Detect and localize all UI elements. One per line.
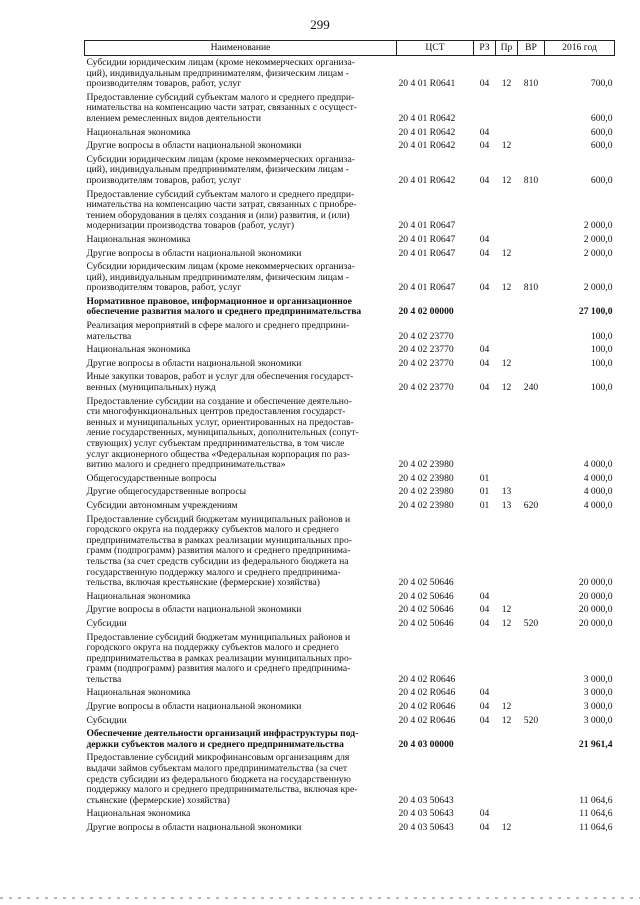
cell-amount: 600,0 [590, 174, 613, 186]
cell-rz: 01 [479, 472, 490, 484]
table-row [85, 617, 615, 631]
cell-name [85, 714, 397, 728]
cell-rz [474, 188, 496, 233]
column-header-code: ЦСТ [397, 41, 474, 56]
table-row [85, 126, 615, 140]
cell-name-line: Другие общегосударственные вопросы [86, 486, 247, 498]
cell-code: 20 4 02 23980 [398, 486, 454, 498]
cell-name-line: Национальная экономика [86, 344, 191, 356]
cell-rz: 04 [479, 382, 490, 394]
cell-rz: 04 [479, 714, 490, 726]
cell-code: 20 4 01 R0642 [398, 126, 456, 138]
table-row [85, 188, 615, 233]
cell-code: 20 4 02 R0646 [398, 701, 456, 713]
table-row [85, 821, 615, 835]
cell-vr [518, 233, 545, 247]
cell-vr [518, 686, 545, 700]
cell-rz: 04 [479, 233, 490, 245]
cell-name-line: стьянские (фермерские) хозяйства) [86, 794, 230, 806]
cell-rz [474, 319, 496, 343]
cell-code: 20 4 01 R0647 [398, 282, 456, 294]
cell-code: 20 4 02 23980 [398, 472, 454, 484]
cell-code: 20 4 03 50643 [398, 822, 454, 833]
cell-vr [518, 821, 545, 835]
cell-pr [496, 395, 518, 472]
cell-name-line: Другие вопросы в области национальной экономики [86, 604, 302, 616]
cell-name [85, 499, 397, 513]
table-row [85, 233, 615, 247]
cell-name-line: Другие вопросы в области национальной экономики [86, 357, 302, 369]
table-row [85, 139, 615, 153]
cell-name [85, 233, 397, 247]
cell-pr [496, 590, 518, 604]
cell-name [85, 139, 397, 153]
cell-name [85, 188, 397, 233]
cell-vr [518, 631, 545, 687]
cell-amount: 20 000,0 [578, 617, 613, 629]
cell-name-line: витию малого и среднего предпринимательства» [86, 459, 286, 471]
cell-rz: 04 [479, 140, 490, 152]
cell-name-line: государственную поддержку малого и среднего предпринима- [86, 566, 341, 578]
cell-name-line: ций), индивидуальным предпринимателям, физическим лицам - [86, 67, 349, 79]
cell-rz: 04 [479, 604, 490, 616]
cell-name [85, 295, 397, 319]
cell-name-line: производителям товаров, работ, услуг [86, 78, 242, 90]
cell-name-line: производителям товаров, работ, услуг [86, 174, 242, 186]
cell-name-line: Субсидии автономным учреждениям [86, 499, 238, 511]
cell-pr: 12 [501, 714, 512, 726]
cell-name [85, 631, 397, 687]
table-row [85, 714, 615, 728]
cell-vr [518, 472, 545, 486]
cell-name-line: Общегосударственные вопросы [86, 472, 217, 484]
cell-name [85, 700, 397, 714]
budget-table [84, 40, 615, 835]
table-row [85, 56, 615, 91]
cell-amount: 600,0 [590, 140, 613, 152]
cell-name-line: Другие вопросы в области национальной экономики [86, 822, 302, 833]
cell-name-line: Предоставление субсидий субъектам малого и среднего предпри- [86, 91, 355, 103]
cell-vr: 520 [523, 714, 539, 726]
cell-vr [518, 139, 545, 153]
table-row [85, 319, 615, 343]
cell-code: 20 4 02 23770 [398, 382, 454, 394]
cell-name [85, 319, 397, 343]
cell-name-line: тельства [86, 673, 122, 685]
cell-amount: 20 000,0 [578, 604, 613, 616]
cell-name-line: Национальная экономика [86, 590, 191, 602]
cell-pr [496, 295, 518, 319]
cell-name-line: поддержку малого и среднего предпринимательства, включая кре- [86, 784, 358, 796]
cell-name-line: выдачи займов субъектам малого предпринимательства (за счет [86, 763, 348, 775]
cell-pr [496, 513, 518, 590]
cell-pr [496, 807, 518, 821]
cell-code: 20 4 02 R0646 [398, 673, 456, 685]
cell-name [85, 617, 397, 631]
cell-pr: 12 [501, 701, 512, 713]
cell-pr: 12 [501, 604, 512, 616]
cell-code: 20 4 02 50646 [398, 590, 454, 602]
cell-pr [496, 233, 518, 247]
cell-amount: 4 000,0 [583, 499, 613, 511]
cell-name-line: производителям товаров, работ, услуг [86, 282, 242, 294]
cell-amount: 100,0 [590, 357, 613, 369]
cell-name [85, 126, 397, 140]
cell-rz [474, 631, 496, 687]
cell-name-line: предпринимательства в рамках реализации муниципальных про- [86, 534, 352, 546]
cell-pr [496, 631, 518, 687]
cell-pr: 12 [501, 822, 512, 833]
cell-name-line: Субсидии юридическим лицам (кроме некоммерческих организа- [86, 261, 355, 273]
cell-rz: 04 [479, 247, 490, 259]
cell-code: 20 4 02 23770 [398, 330, 454, 342]
cell-amount: 100,0 [590, 382, 613, 394]
cell-rz [474, 91, 496, 126]
cell-rz: 01 [479, 486, 490, 498]
cell-name [85, 821, 397, 835]
cell-code: 20 4 03 50643 [398, 794, 454, 806]
cell-name-line: венных (муниципальных) нужд [86, 382, 216, 394]
cell-vr [518, 727, 545, 751]
cell-vr: 810 [523, 282, 539, 294]
cell-name [85, 56, 397, 91]
cell-name [85, 260, 397, 295]
cell-rz: 04 [479, 344, 490, 356]
cell-name-line: городского округа на поддержку субъектов малого и среднего [86, 642, 339, 654]
table-row [85, 485, 615, 499]
cell-code: 20 4 03 50643 [398, 808, 454, 820]
cell-name [85, 727, 397, 751]
cell-amount: 27 100,0 [578, 306, 613, 318]
cell-name-line: Нормативное правовое, информационное и организационное [86, 295, 352, 307]
cell-name-line: нимательства на компенсацию части затрат, связанных с приобре- [86, 199, 357, 211]
cell-pr [496, 727, 518, 751]
cell-name-line: сти многофункциональных центров предоставления государст- [86, 406, 346, 418]
cell-amount: 600,0 [590, 126, 613, 138]
cell-amount: 600,0 [590, 112, 613, 124]
cell-amount: 4 000,0 [583, 459, 613, 471]
cell-rz: 04 [479, 808, 490, 820]
cell-name-line: Субсидии [86, 714, 127, 726]
cell-name-line: ление государственных, муниципальных, дополнительных (сопут- [86, 427, 359, 439]
cell-amount: 3 000,0 [583, 687, 613, 699]
cell-vr [518, 343, 545, 357]
cell-name-line: Субсидии юридическим лицам (кроме некоммерческих организа- [86, 57, 355, 68]
cell-name-line: услуг акционерного общества «Федеральная корпорация по раз- [86, 448, 350, 460]
cell-name-line: Национальная экономика [86, 808, 191, 820]
cell-vr [518, 357, 545, 371]
cell-vr [518, 395, 545, 472]
cell-name [85, 590, 397, 604]
cell-rz: 04 [479, 174, 490, 186]
cell-code: 20 4 01 R0642 [398, 140, 456, 152]
cell-name-line: Национальная экономика [86, 126, 191, 138]
cell-rz: 04 [479, 78, 490, 90]
cell-vr [518, 603, 545, 617]
cell-vr [518, 807, 545, 821]
cell-name-line: грамм (подпрограмм) развития малого и среднего предпринима- [86, 663, 351, 675]
cell-name [85, 603, 397, 617]
cell-pr: 12 [501, 140, 512, 152]
cell-name-line: обеспечение развития малого и среднего предпринимательства [86, 306, 362, 318]
cell-name [85, 91, 397, 126]
cell-name-line: тельства (за счет средств субсидии из федерального бюджета на [86, 555, 349, 567]
cell-code: 20 4 01 R0647 [398, 220, 456, 232]
cell-name [85, 472, 397, 486]
cell-name [85, 343, 397, 357]
table-row [85, 686, 615, 700]
table-row [85, 727, 615, 751]
table-row [85, 260, 615, 295]
cell-rz: 04 [479, 701, 490, 713]
cell-name-line: городского округа на поддержку субъектов малого и среднего [86, 524, 339, 536]
cell-pr [496, 472, 518, 486]
cell-amount: 3 000,0 [583, 673, 613, 685]
cell-code: 20 4 02 23980 [398, 459, 454, 471]
cell-amount: 3 000,0 [583, 701, 613, 713]
cell-rz: 01 [479, 499, 490, 511]
cell-rz [474, 727, 496, 751]
cell-amount: 3 000,0 [583, 714, 613, 726]
cell-pr [496, 319, 518, 343]
cell-pr: 12 [501, 174, 512, 186]
cell-pr: 13 [501, 499, 512, 511]
cell-name-line: Предоставление субсидии на создание и обеспечение деятельно- [86, 395, 352, 407]
cell-name-line: Национальная экономика [86, 687, 191, 699]
page-number: 299 [310, 17, 330, 32]
cell-name-line: Другие вопросы в области национальной экономики [86, 701, 302, 713]
cell-name [85, 807, 397, 821]
cell-name-line: Предоставление субсидий микрофинансовым организациям для [86, 752, 350, 764]
cell-name-line: тельства, включая крестьянские (фермерские) хозяйства) [86, 577, 320, 589]
cell-vr: 810 [523, 174, 539, 186]
column-header-pr: Пр [496, 41, 518, 56]
cell-name [85, 370, 397, 394]
cell-name-line: средств субсидии из федерального бюджета на государственную [86, 773, 351, 785]
cell-vr [518, 295, 545, 319]
cell-vr [518, 319, 545, 343]
table-row [85, 751, 615, 807]
table-row [85, 631, 615, 687]
cell-pr [496, 751, 518, 807]
cell-code: 20 4 02 23980 [398, 499, 454, 511]
table-row [85, 590, 615, 604]
table-row [85, 513, 615, 590]
cell-amount: 21 961,4 [578, 738, 613, 750]
cell-amount: 11 064,6 [579, 808, 613, 820]
cell-amount: 700,0 [590, 78, 613, 90]
cell-amount: 2 000,0 [583, 282, 613, 294]
cell-rz: 04 [479, 687, 490, 699]
cell-pr: 12 [501, 617, 512, 629]
cell-name [85, 686, 397, 700]
cell-vr: 240 [523, 382, 539, 394]
table-row [85, 91, 615, 126]
cell-rz [474, 751, 496, 807]
cell-vr [518, 751, 545, 807]
cell-name-line: Обеспечение деятельности организаций инфраструктуры под- [86, 728, 359, 740]
cell-rz: 04 [479, 822, 490, 833]
table-row [85, 153, 615, 188]
table-header-row [85, 41, 615, 56]
table-row [85, 499, 615, 513]
cell-amount: 2 000,0 [583, 220, 613, 232]
table-row [85, 295, 615, 319]
table-row [85, 343, 615, 357]
cell-code: 20 4 02 50646 [398, 604, 454, 616]
cell-name-line: ций), индивидуальным предпринимателям, физическим лицам - [86, 164, 349, 176]
cell-vr [518, 188, 545, 233]
cell-name-line: модернизации производства товаров (работ, услуг) [86, 220, 295, 232]
cell-rz: 04 [479, 357, 490, 369]
cell-vr [518, 485, 545, 499]
cell-pr: 13 [501, 486, 512, 498]
cell-code: 20 4 02 R0646 [398, 714, 456, 726]
cell-pr: 12 [501, 78, 512, 90]
cell-name-line: венных и муниципальных услуг, ориентированных на предостав- [86, 416, 354, 428]
cell-vr: 520 [523, 617, 539, 629]
cell-code: 20 4 01 R0642 [398, 112, 456, 124]
cell-pr: 12 [501, 382, 512, 394]
cell-amount: 20 000,0 [578, 590, 613, 602]
table-row [85, 807, 615, 821]
cell-name-line: Другие вопросы в области национальной экономики [86, 140, 302, 152]
cell-name-line: Предоставление субсидий бюджетам муниципальных районов и [86, 513, 351, 525]
cell-name-line: влением ремесленных видов деятельности [86, 112, 261, 124]
cell-rz [474, 513, 496, 590]
cell-code: 20 4 03 00000 [398, 738, 454, 750]
cell-vr [518, 590, 545, 604]
cell-code: 20 4 02 50646 [398, 617, 454, 629]
cell-code: 20 4 02 00000 [398, 306, 454, 318]
scan-artifact-line [0, 897, 640, 899]
cell-pr [496, 686, 518, 700]
cell-code: 20 4 02 50646 [398, 577, 454, 589]
cell-amount: 11 064,6 [579, 822, 613, 833]
cell-vr: 620 [523, 499, 539, 511]
cell-name-line: Иные закупки товаров, работ и услуг для обеспечения государст- [86, 371, 354, 383]
cell-name-line: Предоставление субсидий бюджетам муниципальных районов и [86, 631, 351, 643]
cell-pr [496, 91, 518, 126]
cell-rz: 04 [479, 590, 490, 602]
cell-amount: 2 000,0 [583, 233, 613, 245]
column-header-name: Наименование [85, 41, 397, 56]
cell-code: 20 4 02 R0646 [398, 687, 456, 699]
cell-vr [518, 513, 545, 590]
cell-name [85, 513, 397, 590]
table-row [85, 603, 615, 617]
cell-pr: 12 [501, 247, 512, 259]
table-row [85, 395, 615, 472]
cell-amount: 11 064,6 [579, 794, 613, 806]
cell-vr [518, 126, 545, 140]
column-header-vr: ВР [518, 41, 545, 56]
cell-name-line: тением оборудования в целях создания и (или) развития, и (или) [86, 209, 350, 221]
cell-name-line: ций), индивидуальным предпринимателям, физическим лицам - [86, 271, 349, 283]
cell-name-line: Субсидии юридическим лицам (кроме некоммерческих организа- [86, 153, 355, 165]
cell-name-line: Реализация мероприятий в сфере малого и среднего предприни- [86, 320, 350, 332]
table-row [85, 700, 615, 714]
cell-amount: 4 000,0 [583, 486, 613, 498]
cell-name-line: держки субъектов малого и среднего предпринимательства [86, 738, 344, 750]
cell-name-line: мательства [86, 330, 132, 342]
cell-amount: 2 000,0 [583, 247, 613, 259]
cell-vr [518, 247, 545, 261]
cell-pr: 12 [501, 357, 512, 369]
cell-name-line: нимательства на компенсацию части затрат, связанных с осущест- [86, 102, 357, 114]
table-row [85, 472, 615, 486]
cell-name-line: грамм (подпрограмм) развития малого и среднего предпринима- [86, 545, 351, 557]
cell-vr: 810 [523, 78, 539, 90]
cell-name [85, 357, 397, 371]
cell-amount: 4 000,0 [583, 472, 613, 484]
cell-name [85, 247, 397, 261]
cell-name-line: ствующих) услуг субъектам предпринимательства, в том числе [86, 438, 345, 449]
cell-code: 20 4 01 R0641 [398, 78, 456, 90]
column-header-amount: 2016 год [545, 41, 615, 56]
cell-name [85, 395, 397, 472]
cell-name [85, 153, 397, 188]
cell-pr [496, 343, 518, 357]
column-header-rz: РЗ [474, 41, 496, 56]
cell-name-line: Предоставление субсидий субъектам малого и среднего предпри- [86, 188, 355, 200]
cell-rz: 04 [479, 282, 490, 294]
cell-name [85, 485, 397, 499]
cell-name [85, 751, 397, 807]
cell-code: 20 4 01 R0647 [398, 233, 456, 245]
cell-name-line: Другие вопросы в области национальной экономики [86, 247, 302, 259]
cell-rz [474, 395, 496, 472]
table-body [85, 56, 615, 835]
table-row [85, 370, 615, 394]
cell-pr: 12 [501, 282, 512, 294]
cell-name-line: Национальная экономика [86, 233, 191, 245]
cell-amount: 100,0 [590, 344, 613, 356]
cell-rz: 04 [479, 617, 490, 629]
cell-code: 20 4 02 23770 [398, 357, 454, 369]
table-row [85, 357, 615, 371]
cell-name-line: Субсидии [86, 617, 127, 629]
cell-code: 20 4 01 R0647 [398, 247, 456, 259]
cell-vr [518, 700, 545, 714]
cell-vr [518, 91, 545, 126]
cell-name-line: предпринимательства в рамках реализации муниципальных про- [86, 652, 352, 664]
cell-amount: 100,0 [590, 330, 613, 342]
table-row [85, 247, 615, 261]
cell-code: 20 4 01 R0642 [398, 174, 456, 186]
cell-pr [496, 188, 518, 233]
cell-code: 20 4 02 23770 [398, 344, 454, 356]
cell-amount: 20 000,0 [578, 577, 613, 589]
cell-rz [474, 295, 496, 319]
cell-rz: 04 [479, 126, 490, 138]
cell-pr [496, 126, 518, 140]
